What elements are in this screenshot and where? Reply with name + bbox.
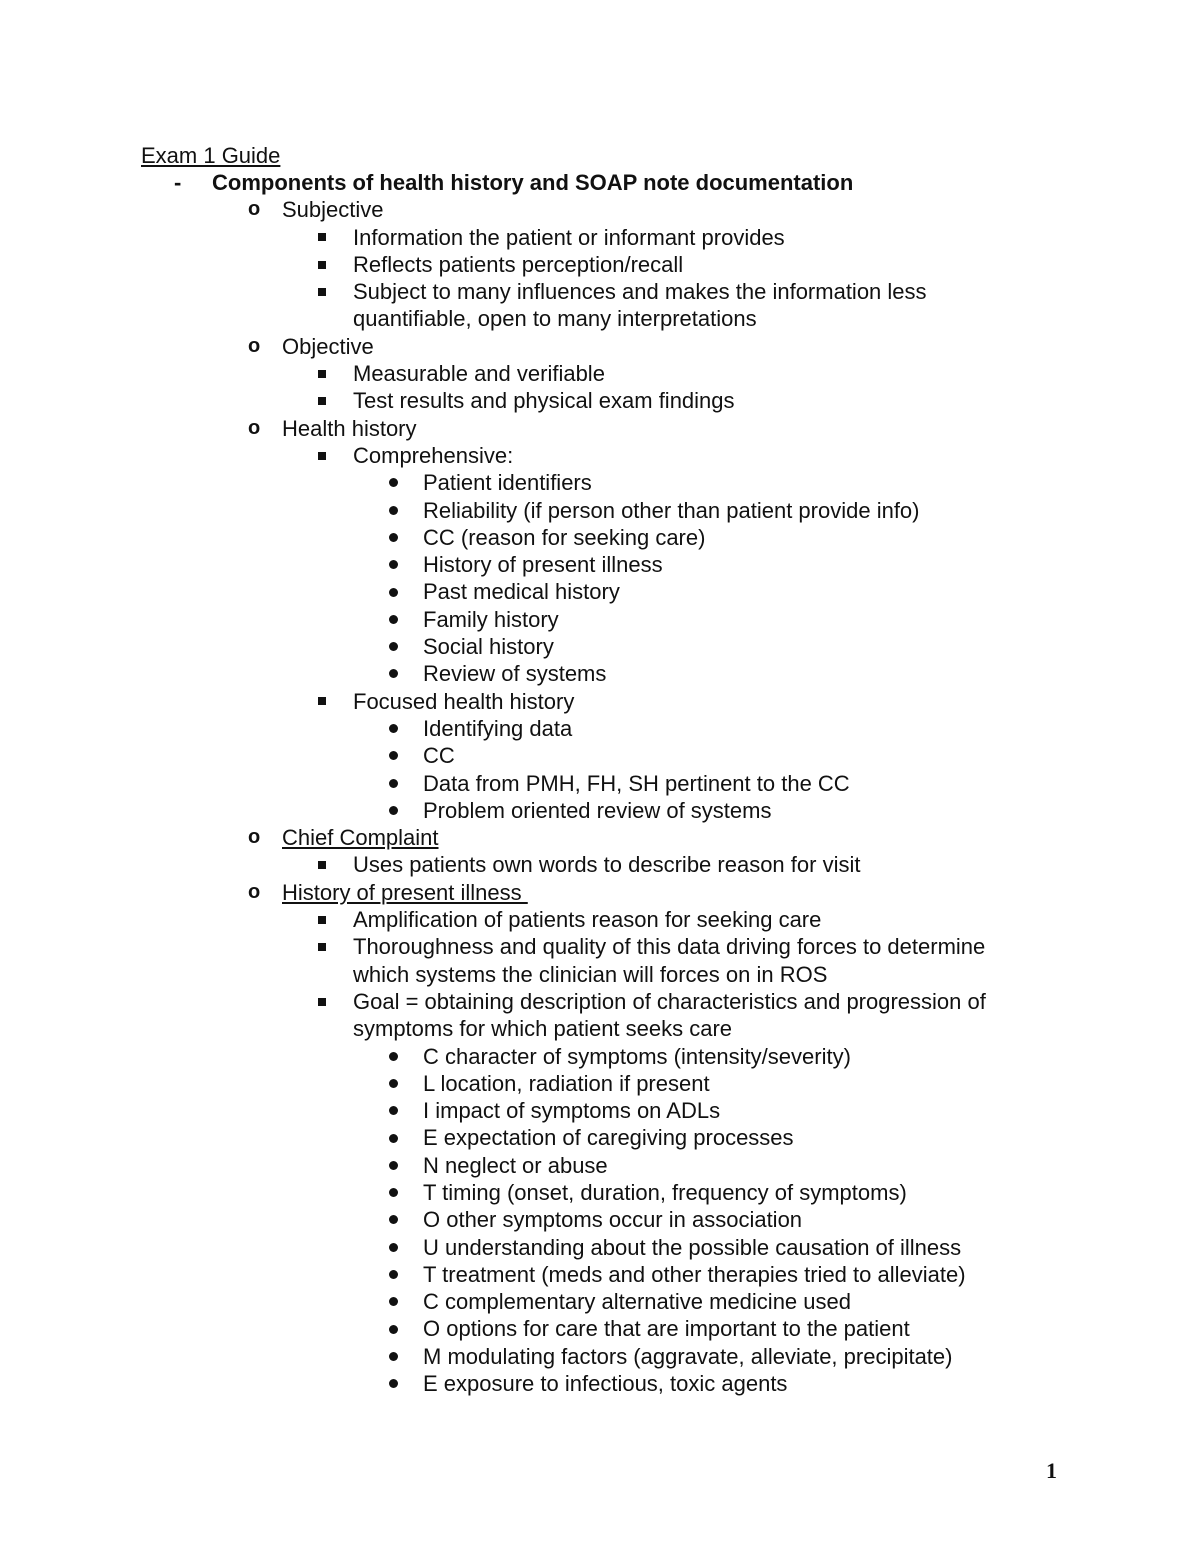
list-item: Review of systems bbox=[0, 660, 1200, 687]
dash-marker: - bbox=[174, 170, 182, 195]
mnemonic-item: T timing (onset, duration, frequency of symptoms) bbox=[0, 1179, 1200, 1206]
mnemonic-item: N neglect or abuse bbox=[0, 1152, 1200, 1179]
list-item: Information the patient or informant provides bbox=[0, 224, 1043, 251]
section-heading-text: Components of health history and SOAP note documentation bbox=[212, 170, 854, 195]
list-item: Thoroughness and quality of this data driving forces to determine which systems the clinician will forces on in ROS bbox=[0, 933, 1043, 988]
dot-bullet-icon bbox=[389, 660, 398, 687]
square-bullet-icon bbox=[318, 442, 326, 469]
topic-history-of-present-illness: o History of present illness bbox=[248, 879, 528, 905]
circle-bullet-icon: o bbox=[248, 880, 261, 903]
list-item: Social history bbox=[0, 633, 1200, 660]
list-item: Reliability (if person other than patient provide info) bbox=[0, 497, 1200, 524]
dot-bullet-icon bbox=[389, 1206, 398, 1233]
dot-bullet-icon bbox=[389, 1288, 398, 1315]
subtopic-comprehensive: Comprehensive: bbox=[0, 442, 1043, 469]
square-bullet-icon bbox=[318, 224, 326, 251]
list-item: Identifying data bbox=[0, 715, 1200, 742]
mnemonic-item: L location, radiation if present bbox=[0, 1070, 1200, 1097]
square-bullet-icon bbox=[318, 851, 326, 878]
dot-bullet-icon bbox=[389, 797, 398, 824]
list-item: Family history bbox=[0, 606, 1200, 633]
dot-bullet-icon bbox=[389, 606, 398, 633]
dot-bullet-icon bbox=[389, 770, 398, 797]
mnemonic-item: M modulating factors (aggravate, alleviate, precipitate) bbox=[0, 1343, 1200, 1370]
mnemonic-item: C complementary alternative medicine used bbox=[0, 1288, 1200, 1315]
list-item: Problem oriented review of systems bbox=[0, 797, 1200, 824]
square-bullet-icon bbox=[318, 688, 326, 715]
list-item: Goal = obtaining description of characteristics and progression of symptoms for which patient seeks care bbox=[0, 988, 1043, 1043]
circle-bullet-icon: o bbox=[248, 416, 261, 439]
square-bullet-icon bbox=[318, 251, 326, 278]
dot-bullet-icon bbox=[389, 1152, 398, 1179]
dot-bullet-icon bbox=[389, 742, 398, 769]
dot-bullet-icon bbox=[389, 551, 398, 578]
dot-bullet-icon bbox=[389, 1234, 398, 1261]
dot-bullet-icon bbox=[389, 1261, 398, 1288]
dot-bullet-icon bbox=[389, 524, 398, 551]
list-item: Uses patients own words to describe reason for visit bbox=[0, 851, 1043, 878]
list-item: Data from PMH, FH, SH pertinent to the CC bbox=[0, 770, 1200, 797]
section-heading bbox=[0, 169, 1200, 196]
subtopic-focused: Focused health history bbox=[0, 688, 1043, 715]
dot-bullet-icon bbox=[389, 1070, 398, 1097]
dot-bullet-icon bbox=[389, 1315, 398, 1342]
circle-bullet-icon: o bbox=[248, 826, 261, 849]
list-item: Past medical history bbox=[0, 578, 1200, 605]
dot-bullet-icon bbox=[389, 715, 398, 742]
mnemonic-item: E exposure to infectious, toxic agents bbox=[0, 1370, 1200, 1397]
mnemonic-item: U understanding about the possible causation of illness bbox=[0, 1234, 1200, 1261]
dot-bullet-icon bbox=[389, 1370, 398, 1397]
topic-subjective: o Subjective bbox=[248, 197, 384, 223]
dot-bullet-icon bbox=[389, 497, 398, 524]
mnemonic-item: O other symptoms occur in association bbox=[0, 1206, 1200, 1233]
list-item: Measurable and verifiable bbox=[0, 360, 1043, 387]
mnemonic-item: T treatment (meds and other therapies tried to alleviate) bbox=[0, 1261, 1200, 1288]
mnemonic-item: C character of symptoms (intensity/severity) bbox=[0, 1043, 1200, 1070]
list-item: Test results and physical exam findings bbox=[0, 387, 1043, 414]
square-bullet-icon bbox=[318, 278, 326, 305]
square-bullet-icon bbox=[318, 360, 326, 387]
outline bbox=[0, 169, 1200, 1397]
circle-bullet-icon: o bbox=[248, 198, 261, 221]
list-item: Reflects patients perception/recall bbox=[0, 251, 1043, 278]
document-title: Exam 1 Guide bbox=[141, 143, 281, 168]
dot-bullet-icon bbox=[389, 1124, 398, 1151]
square-bullet-icon bbox=[318, 988, 326, 1015]
topic-health-history: o Health history bbox=[248, 415, 417, 441]
mnemonic-item: O options for care that are important to the patient bbox=[0, 1315, 1200, 1342]
dot-bullet-icon bbox=[389, 1179, 398, 1206]
mnemonic-item: I impact of symptoms on ADLs bbox=[0, 1097, 1200, 1124]
list-item: Subject to many influences and makes the information less quantifiable, open to many interpretations bbox=[0, 278, 1043, 333]
list-item: CC (reason for seeking care) bbox=[0, 524, 1200, 551]
dot-bullet-icon bbox=[389, 1097, 398, 1124]
page-number: 1 bbox=[1046, 1458, 1057, 1483]
dot-bullet-icon bbox=[389, 1043, 398, 1070]
topic-objective: o Objective bbox=[248, 333, 374, 359]
circle-bullet-icon: o bbox=[248, 334, 261, 357]
square-bullet-icon bbox=[318, 933, 326, 960]
square-bullet-icon bbox=[318, 387, 326, 414]
list-item: Patient identifiers bbox=[0, 469, 1200, 496]
topic-chief-complaint: o Chief Complaint bbox=[248, 825, 439, 851]
square-bullet-icon bbox=[318, 906, 326, 933]
list-item: CC bbox=[0, 742, 1200, 769]
list-item: History of present illness bbox=[0, 551, 1200, 578]
list-item: Amplification of patients reason for seeking care bbox=[0, 906, 1043, 933]
dot-bullet-icon bbox=[389, 469, 398, 496]
mnemonic-item: E expectation of caregiving processes bbox=[0, 1124, 1200, 1151]
dot-bullet-icon bbox=[389, 578, 398, 605]
dot-bullet-icon bbox=[389, 633, 398, 660]
dot-bullet-icon bbox=[389, 1343, 398, 1370]
